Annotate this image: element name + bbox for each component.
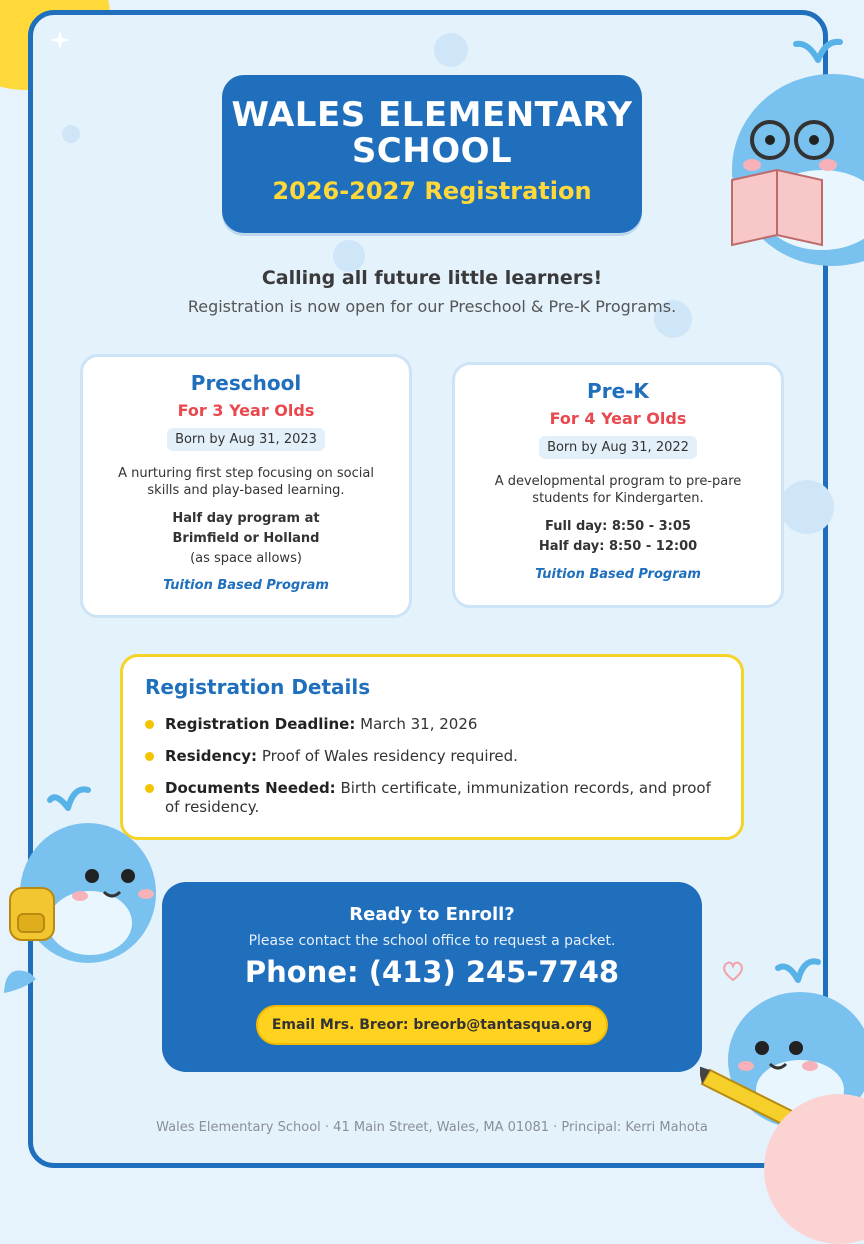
detail-value: Birth certificate, immunization records, and proof of residency. <box>165 779 711 816</box>
list-item <box>143 779 723 817</box>
schedule-line: Half day: 8:50 - 12:00 <box>538 539 698 554</box>
tuition-label: Tuition Based Program <box>535 567 701 582</box>
sparkle-icon <box>50 30 70 50</box>
email-button[interactable]: Email Mrs. Breor: breorb@tantasqua.org <box>256 1005 608 1045</box>
registration-year: 2026-2027 Registration <box>272 177 592 205</box>
born-by-badge: Born by Aug 31, 2022 <box>539 436 697 459</box>
enroll-panel <box>162 882 702 1072</box>
schedule-note: (as space allows) <box>190 551 302 566</box>
bubble-decoration <box>780 480 834 534</box>
schedule-line: Brimfield or Holland <box>172 531 320 546</box>
program-age: For 4 Year Olds <box>549 409 687 428</box>
born-by-badge: Born by Aug 31, 2023 <box>167 428 325 451</box>
list-item <box>143 747 723 766</box>
detail-label: Documents Needed: <box>165 779 336 797</box>
enroll-title: Ready to Enroll? <box>349 904 515 925</box>
list-item <box>143 715 723 734</box>
school-name: WALES ELEMENTARY SCHOOL <box>231 95 633 171</box>
registration-details <box>120 654 744 840</box>
bullet-icon <box>145 752 154 761</box>
program-description: A developmental program to pre-pare students for Kindergarten. <box>494 474 742 506</box>
bullet-icon <box>145 720 154 729</box>
enroll-subtitle: Please contact the school office to request a packet. <box>248 933 616 949</box>
program-age: For 3 Year Olds <box>177 401 315 420</box>
program-name: Preschool <box>190 371 302 395</box>
intro-subline: Registration is now open for our Preschool & Pre-K Programs. <box>187 297 677 316</box>
footer-address: Wales Elementary School · 41 Main Street, Wales, MA 01081 · Principal: Kerri Mahota <box>156 1120 708 1135</box>
tuition-label: Tuition Based Program <box>163 578 329 593</box>
detail-value: Proof of Wales residency required. <box>261 747 518 765</box>
whale-reading-icon <box>722 20 864 300</box>
detail-label: Residency: <box>165 747 258 765</box>
bubble-decoration <box>62 125 80 143</box>
detail-label: Registration Deadline: <box>165 715 356 733</box>
heart-icon <box>720 958 746 984</box>
whale-backpack-icon <box>0 768 170 1008</box>
program-description: A nurturing first step focusing on social skills and play-based learning. <box>118 466 374 498</box>
intro-headline: Calling all future little learners! <box>261 267 603 289</box>
phone-number[interactable]: Phone: (413) 245-7748 <box>244 955 620 989</box>
bubble-decoration <box>434 33 468 67</box>
program-card-prek <box>452 362 784 608</box>
detail-value: March 31, 2026 <box>360 715 478 733</box>
title-banner <box>222 75 642 233</box>
schedule-line: Half day program at <box>172 511 320 526</box>
details-title: Registration Details <box>145 675 371 699</box>
program-card-preschool <box>80 354 412 618</box>
schedule-line: Full day: 8:50 - 3:05 <box>545 519 691 534</box>
program-name: Pre-K <box>587 379 649 403</box>
